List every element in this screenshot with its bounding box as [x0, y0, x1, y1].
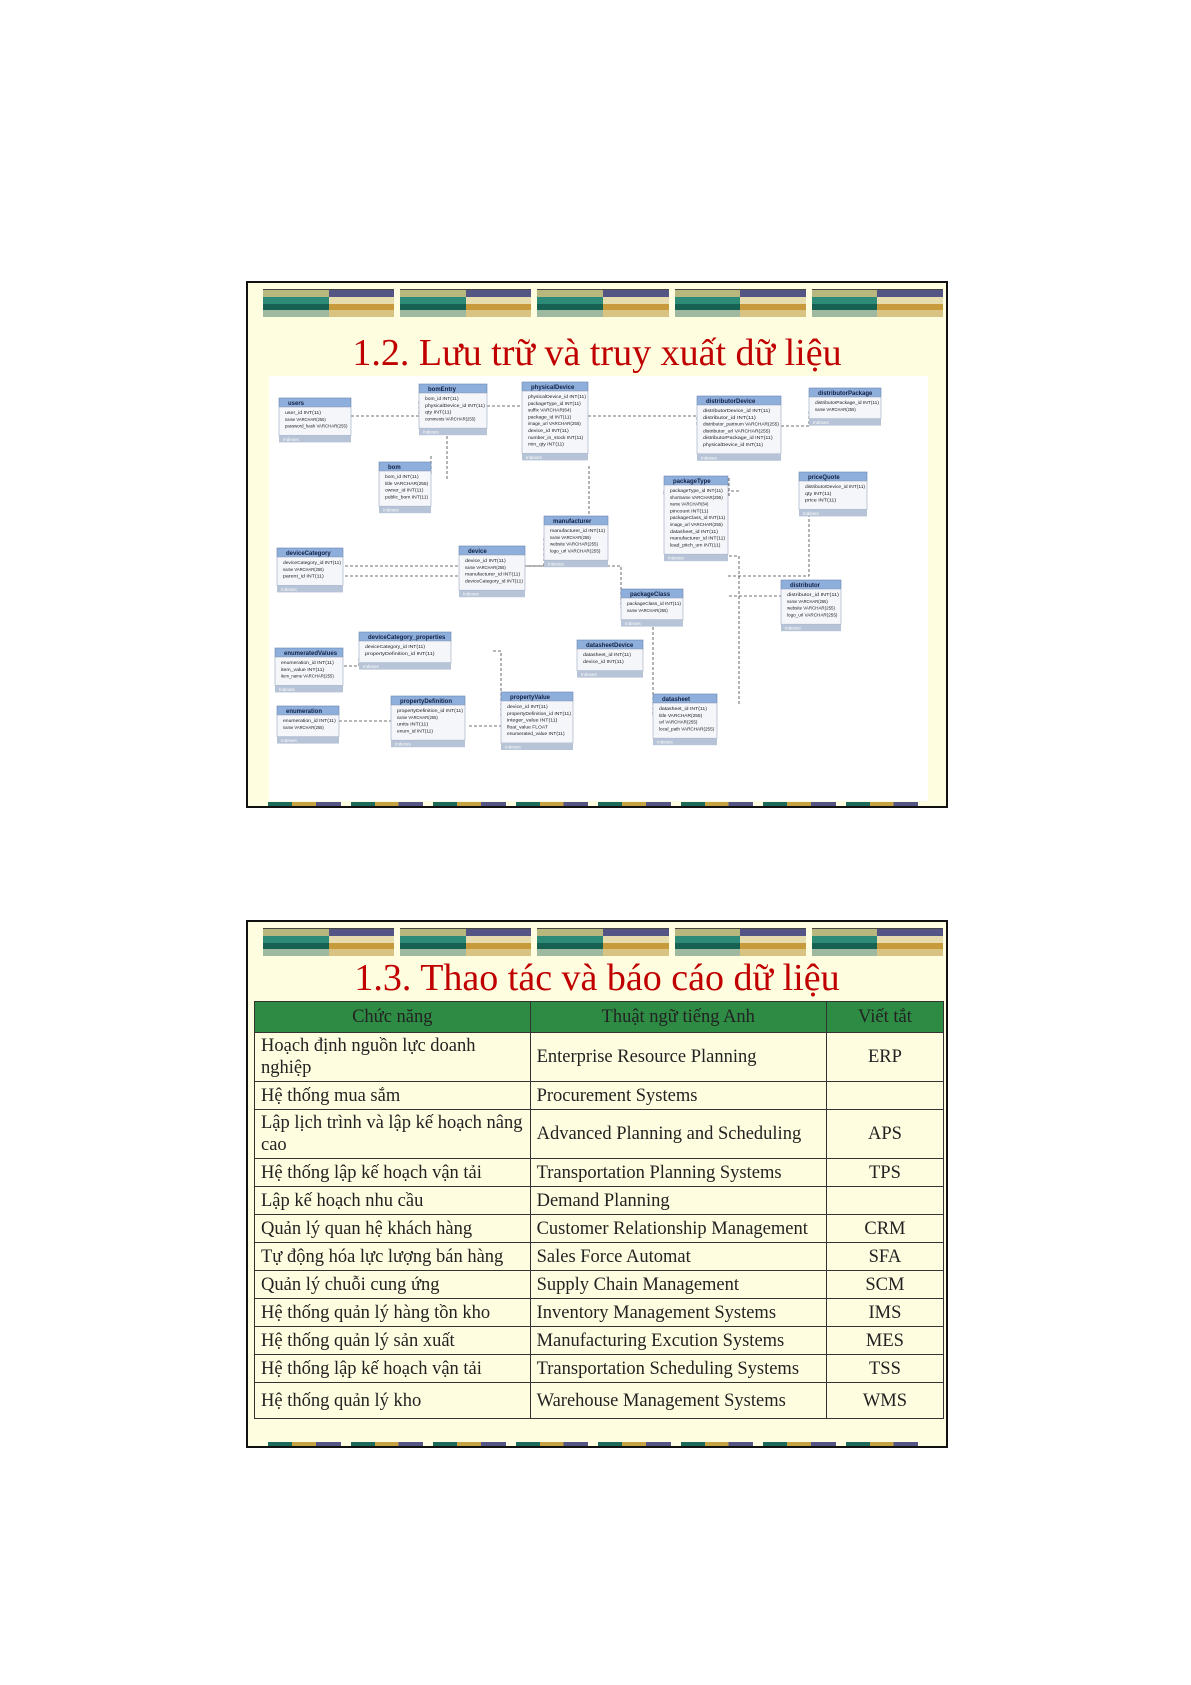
erd-entity-indexes: Indexes [785, 625, 801, 631]
erd-entity-distributorDevice [697, 396, 781, 461]
erd-entity-field: manufacturer_id INT(11) [465, 572, 517, 578]
erd-entity-distributor [781, 580, 841, 631]
erd-entity-title: distributorPackage [818, 390, 873, 397]
erd-entity-field: parent_id INT(11) [283, 574, 321, 580]
erd-entity-field: distributor_url VARCHAR(255) [703, 429, 768, 435]
erd-entity-field: website VARCHAR(255) [787, 606, 839, 612]
decorative-header-bars [263, 928, 943, 956]
erd-entity-field: comments VARCHAR(255) [425, 417, 483, 423]
relationship-line [588, 416, 697, 426]
erd-entity-field: deviceCategory_id INT(11) [365, 645, 422, 650]
erd-entity-field: qty INT(11) [805, 491, 829, 497]
erd-entity-field: device_id INT(11) [528, 429, 566, 434]
erd-entity-title: distributor [790, 582, 820, 589]
erd-entity-title: priceQuote [808, 474, 840, 481]
function-cell: Hoạch định nguồn lực doanh nghiệp [255, 1033, 531, 1082]
erd-entity-field: distributor_id INT(11) [703, 415, 748, 421]
relationship-line [709, 556, 739, 706]
abbreviation-cell: SFA [826, 1243, 943, 1271]
abbreviation-cell: SCM [826, 1271, 943, 1299]
erd-entity-propertyValue [501, 692, 573, 750]
erd-entity-field: local_path VARCHAR(255) [659, 727, 717, 733]
english-term-cell: Supply Chain Management [530, 1271, 826, 1299]
erd-entity-indexes: Indexes [281, 586, 297, 592]
erd-entity-field: name VARCHAR(255) [283, 567, 331, 573]
relationship-line [527, 566, 621, 608]
erd-entity-field: integer_value INT(11) [507, 718, 554, 724]
erd-entity-title: datasheetDevice [586, 642, 634, 649]
erd-entity-field: datasheet_id INT(11) [659, 707, 704, 712]
slide-title: 1.3. Thao tác và báo cáo dữ liệu [354, 957, 840, 999]
erd-entity-field: name VARCHAR(255) [397, 715, 445, 721]
erd-entity-field: units INT(11) [397, 722, 425, 728]
function-cell: Hệ thống lập kế hoạch vận tải [255, 1355, 531, 1383]
erd-entity-indexes: Indexes [463, 591, 479, 597]
abbreviation-cell: WMS [826, 1383, 943, 1419]
erd-entity-field: enumeration_id INT(11) [281, 661, 332, 666]
erd-entity-deviceCategory_properties [359, 632, 451, 670]
english-term-cell: Procurement Systems [530, 1082, 826, 1110]
erd-entity-field: packageClass_id INT(11) [627, 602, 681, 607]
function-cell: Hệ thống quản lý hàng tồn kho [255, 1299, 531, 1327]
erd-entity-propertyDefinition [391, 696, 465, 747]
erd-entity-field: pincount INT(11) [670, 509, 706, 515]
table-body [255, 1033, 944, 1419]
relationship-line [728, 516, 809, 576]
erd-entity-title: bomEntry [428, 386, 457, 393]
erd-entity-field: website VARCHAR(255) [550, 542, 602, 548]
erd-entity-field: title VARCHAR(255) [659, 713, 703, 719]
er-diagram [269, 376, 928, 801]
english-term-cell: Transportation Planning Systems [530, 1159, 826, 1187]
erd-entity-field: name VARCHAR(255) [465, 565, 513, 571]
erd-entity-field: password_hash VARCHAR(255) [285, 424, 355, 430]
erd-entity-title: datasheet [662, 696, 691, 703]
slide-storage-retrieval [246, 281, 948, 808]
table-row [255, 1159, 944, 1187]
erd-entity-field: propertyDefinition_id INT(11) [397, 709, 459, 714]
erd-entity-bomEntry [419, 384, 487, 435]
english-term-cell: Demand Planning [530, 1187, 826, 1215]
erd-entity-field: title VARCHAR(255) [385, 481, 429, 487]
function-cell: Hệ thống quản lý kho [255, 1383, 531, 1419]
erd-entity-field: propertyDefinition_id INT(11) [507, 711, 569, 717]
table-row [255, 1243, 944, 1271]
table-row [255, 1215, 944, 1243]
slide-title: 1.2. Lưu trữ và truy xuất dữ liệu [352, 332, 842, 374]
erd-entity-field: packageType_id INT(11) [528, 401, 581, 407]
table-row [255, 1327, 944, 1355]
abbreviation-cell: TPS [826, 1159, 943, 1187]
erd-entity-enumeration [277, 706, 339, 744]
column-header: Viết tắt [826, 1002, 943, 1033]
erd-entity-field: distributorDevice_id INT(11) [805, 485, 865, 490]
english-term-cell: Transportation Scheduling Systems [530, 1355, 826, 1383]
column-header: Chức năng [255, 1002, 531, 1033]
abbreviation-cell: CRM [826, 1215, 943, 1243]
table-header-row [255, 1002, 944, 1033]
table-row [255, 1110, 944, 1159]
function-cell: Quản lý quan hệ khách hàng [255, 1215, 531, 1243]
erd-entity-field: public_bom INT(11) [385, 495, 427, 501]
erd-entity-field: device_id INT(11) [465, 559, 503, 564]
decorative-footer-bars [268, 802, 918, 806]
erd-entity-field: min_qty INT(11) [528, 442, 563, 448]
abbreviation-cell: ERP [826, 1033, 943, 1082]
erd-entity-field: enumerated_value INT(11) [507, 732, 564, 738]
erd-entity-title: users [288, 400, 305, 407]
erd-entity-field: float_value FLOAT [507, 725, 547, 731]
erd-entity-field: datasheet_id INT(11) [670, 529, 715, 535]
table-row [255, 1271, 944, 1299]
erd-entity-field: device_id INT(11) [507, 705, 545, 710]
abbreviation-cell [826, 1082, 943, 1110]
erd-entity-field: distributorPackage_id INT(11) [815, 401, 879, 406]
erd-entity-title: packageType [673, 478, 711, 485]
english-term-cell: Advanced Planning and Scheduling [530, 1110, 826, 1159]
erd-entity-distributorPackage [809, 388, 881, 426]
slide-data-operations [246, 920, 948, 1448]
erd-entity-enumeratedValues [275, 648, 343, 692]
table-row [255, 1355, 944, 1383]
erd-entity-indexes: Indexes [625, 621, 641, 627]
erd-entity-indexes: Indexes [281, 738, 297, 744]
erd-entity-field: price INT(11) [805, 498, 833, 504]
erd-entity-indexes: Indexes [813, 420, 829, 426]
abbreviation-cell [826, 1187, 943, 1215]
abbreviation-cell: TSS [826, 1355, 943, 1383]
erd-entity-field: bom_id INT(11) [385, 475, 418, 480]
erd-entity-field: device_id INT(11) [583, 659, 621, 665]
erd-entity-field: user_id INT(11) [285, 411, 318, 416]
erd-entity-field: enumeration_id INT(11) [283, 719, 334, 724]
erd-entity-field: suffix VARCHAR(64) [528, 408, 573, 414]
erd-entity-title: deviceCategory_properties [368, 634, 446, 641]
erd-entity-field: package_id INT(11) [528, 415, 570, 421]
abbreviation-cell: IMS [826, 1299, 943, 1327]
erd-entity-field: image_url VARCHAR(255) [528, 422, 585, 428]
erd-entity-field: name VARCHAR(255) [550, 535, 598, 541]
erd-entity-field: deviceCategory_id INT(11) [465, 579, 522, 585]
erd-entity-title: deviceCategory [286, 550, 331, 557]
erd-entity-indexes: Indexes [701, 455, 717, 461]
erd-entity-indexes: Indexes [803, 510, 819, 516]
english-term-cell: Manufacturing Excution Systems [530, 1327, 826, 1355]
erd-entity-field: name VARCHAR(64) [670, 502, 715, 508]
er-diagram-canvas [269, 376, 928, 801]
relationship-line [781, 411, 809, 426]
erd-entity-indexes: Indexes [395, 741, 411, 747]
decorative-header-bars [263, 289, 943, 317]
erd-entity-field: name VARCHAR(255) [627, 608, 675, 614]
erd-entity-datasheet [653, 694, 717, 745]
erd-entity-field: packageType_id INT(11) [670, 489, 723, 494]
erd-entity-field: datasheet_id INT(11) [583, 653, 628, 658]
erd-entity-field: distributorDevice_id INT(11) [703, 409, 763, 414]
relationship-line [351, 401, 419, 416]
erd-entity-field: qty INT(11) [425, 410, 449, 416]
english-term-cell: Warehouse Management Systems [530, 1383, 826, 1419]
erd-entity-title: distributorDevice [706, 398, 756, 405]
erd-entity-field: url VARCHAR(255) [659, 720, 700, 726]
erd-entity-title: propertyValue [510, 694, 551, 701]
erd-entity-field: lead_pitch_um INT(11) [670, 543, 719, 549]
erd-entity-bom [379, 462, 431, 513]
erd-entity-field: name VARCHAR(255) [285, 417, 333, 423]
table-row [255, 1082, 944, 1110]
erd-entity-field: deviceCategory_id INT(11) [283, 561, 340, 566]
function-cell: Tự động hóa lực lượng bán hàng [255, 1243, 531, 1271]
function-cell: Hệ thống lập kế hoạch vận tải [255, 1159, 531, 1187]
function-cell: Lập kế hoạch nhu cầu [255, 1187, 531, 1215]
erd-entity-field: distributor_partnum VARCHAR(255) [703, 422, 780, 428]
table-row [255, 1299, 944, 1327]
erd-entity-field: item_value INT(11) [281, 667, 322, 673]
erd-entity-field: manufacturer_id INT(11) [670, 536, 722, 542]
erd-entity-indexes: Indexes [526, 454, 542, 460]
english-term-cell: Customer Relationship Management [530, 1215, 826, 1243]
erd-entity-datasheetDevice [577, 640, 643, 678]
erd-entity-field: item_name VARCHAR(255) [281, 674, 341, 680]
erd-entity-field: manufacturer_id INT(11) [550, 529, 602, 534]
erd-entity-indexes: Indexes [423, 429, 439, 435]
erd-entity-physicalDevice [522, 382, 588, 460]
erd-entity-title: packageClass [630, 591, 671, 598]
column-header: Thuật ngữ tiếng Anh [530, 1002, 826, 1033]
erd-entity-indexes: Indexes [581, 672, 597, 678]
erd-entity-title: device [468, 548, 487, 555]
function-cell: Quản lý chuỗi cung ứng [255, 1271, 531, 1299]
abbreviation-cell: APS [826, 1110, 943, 1159]
english-term-cell: Sales Force Automat [530, 1243, 826, 1271]
erd-entity-indexes: Indexes [283, 436, 299, 442]
function-cell: Hệ thống mua sắm [255, 1082, 531, 1110]
erd-entity-indexes: Indexes [363, 664, 379, 670]
abbreviation-cell: MES [826, 1327, 943, 1355]
erd-entity-manufacturer [544, 516, 608, 567]
table-row [255, 1187, 944, 1215]
erd-entity-field: image_url VARCHAR(255) [670, 523, 727, 528]
erd-entity-field: packageClass_id INT(11) [670, 516, 724, 522]
table-row [255, 1383, 944, 1419]
erd-entity-indexes: Indexes [657, 739, 673, 745]
table-row [255, 1033, 944, 1082]
erd-entity-field: logo_url VARCHAR(255) [550, 549, 603, 555]
erd-entity-indexes: Indexes [279, 686, 295, 692]
erd-entity-field: logo_url VARCHAR(255) [787, 613, 840, 619]
erd-entity-field: enum_id INT(11) [397, 729, 433, 735]
english-term-cell: Inventory Management Systems [530, 1299, 826, 1327]
erd-entity-title: manufacturer [553, 518, 592, 525]
erd-entity-indexes: Indexes [505, 744, 521, 750]
erd-entity-field: physicalDevice_id INT(11) [703, 443, 759, 448]
erd-entity-field: name VARCHAR(255) [787, 599, 835, 605]
erd-entity-field: shortname VARCHAR(255) [670, 495, 729, 501]
decorative-footer-bars [268, 1442, 918, 1446]
erd-entity-field: owner_id INT(11) [385, 488, 422, 494]
erd-entity-field: physicalDevice_id INT(11) [425, 403, 481, 409]
erd-entity-device [459, 546, 525, 597]
erd-entity-field: name VARCHAR(255) [815, 407, 863, 413]
erd-entity-field: physicalDevice_id INT(11) [528, 395, 584, 400]
erd-entity-indexes: Indexes [383, 507, 399, 513]
english-term-cell: Enterprise Resource Planning [530, 1033, 826, 1082]
erd-entity-field: distributor_id INT(11) [787, 593, 832, 598]
erd-entity-field: number_in_stock INT(11) [528, 435, 582, 441]
erd-entity-field: distributorPackage_id INT(11) [703, 436, 767, 442]
function-cell: Hệ thống quản lý sản xuất [255, 1327, 531, 1355]
erd-entity-packageType [664, 476, 728, 561]
erd-entity-title: physicalDevice [531, 384, 575, 391]
erd-entity-title: enumeratedValues [284, 650, 338, 657]
erd-entity-users [279, 398, 355, 442]
erd-entity-title: enumeration [286, 708, 323, 715]
erd-entity-deviceCategory [277, 548, 343, 592]
erd-entity-packageClass [621, 589, 683, 627]
erd-entity-title: bom [388, 464, 401, 471]
function-cell: Lập lịch trình và lập kế hoạch nâng cao [255, 1110, 531, 1159]
erd-entity-priceQuote [799, 472, 867, 516]
erd-entity-indexes: Indexes [668, 555, 684, 561]
erd-entity-indexes: Indexes [548, 561, 564, 567]
erd-entity-title: propertyDefinition [400, 698, 452, 705]
erd-entity-field: name VARCHAR(255) [283, 725, 331, 731]
erd-entity-field: propertyDefinition_id INT(11) [365, 651, 427, 657]
terms-table [254, 1001, 944, 1419]
erd-entity-field: bom_id INT(11) [425, 397, 458, 402]
relationship-line [493, 651, 501, 716]
